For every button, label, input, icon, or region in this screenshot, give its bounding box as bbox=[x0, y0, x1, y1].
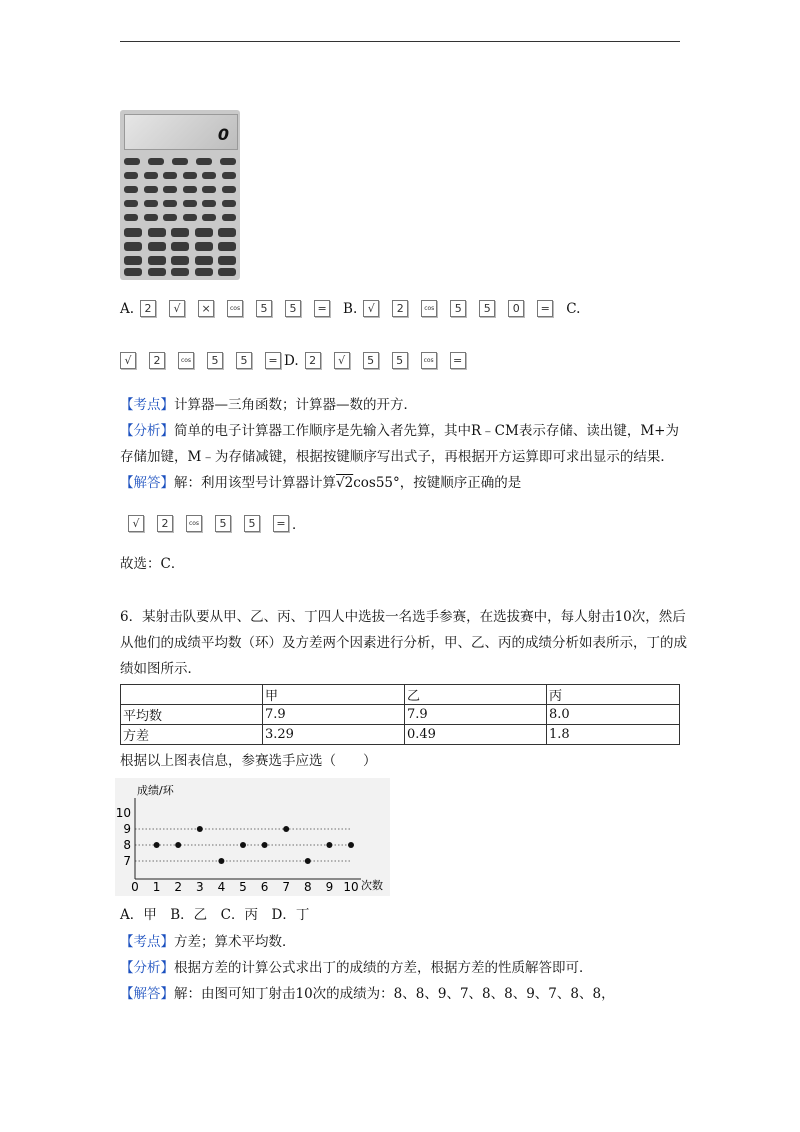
kaodian-text: 方差；算术平均数． bbox=[174, 934, 296, 950]
q5-jieda bbox=[120, 473, 521, 493]
table-cell: 甲 bbox=[263, 685, 405, 705]
calculator-key bbox=[222, 172, 236, 179]
calculator-key bbox=[124, 200, 138, 207]
calculator-key bbox=[195, 268, 213, 276]
calculator-key bbox=[124, 242, 142, 251]
chart-x-tick-label: 5 bbox=[239, 880, 247, 894]
table-cell: 0.49 bbox=[405, 725, 547, 745]
calculator-key bbox=[222, 214, 236, 221]
jieda-pre: 解：利用该型号计算器计算 bbox=[174, 475, 336, 491]
calculator-key bbox=[144, 214, 158, 221]
answer-key: cos bbox=[186, 515, 202, 532]
option-d-label: D. bbox=[284, 352, 299, 369]
calculator-display: 0 bbox=[217, 125, 229, 144]
answer-key: 5 bbox=[244, 515, 260, 532]
calculator-key bbox=[195, 228, 213, 237]
option-a-key: 5 bbox=[285, 300, 301, 317]
calculator-screen bbox=[124, 114, 238, 150]
option-a-key: 2 bbox=[140, 300, 156, 317]
chart-point bbox=[218, 858, 224, 864]
option-d-keys bbox=[305, 352, 479, 369]
option-c-key: 2 bbox=[149, 352, 165, 369]
option-c-label: C. bbox=[566, 300, 581, 317]
calculator-key bbox=[148, 228, 166, 237]
calculator-key bbox=[202, 172, 216, 179]
calculator-key bbox=[163, 172, 177, 179]
calculator-key bbox=[124, 186, 138, 193]
option-c-key: √ bbox=[120, 352, 136, 369]
option-a-key: cos bbox=[227, 300, 243, 317]
option-a-key: 5 bbox=[256, 300, 272, 317]
calculator-key bbox=[163, 200, 177, 207]
option-b-label: B. bbox=[343, 300, 358, 317]
calculator-key bbox=[202, 214, 216, 221]
fenxi-text-1: 简单的电子计算器工作顺序是先输入者先算，其中R﹣CM表示存储、读出键，M+为 bbox=[174, 423, 679, 439]
q5-options-row-1 bbox=[120, 300, 586, 317]
chart-x-tick-label: 9 bbox=[325, 880, 334, 894]
calculator-key bbox=[124, 228, 142, 237]
chart-x-tick-label: 2 bbox=[174, 880, 183, 894]
q5-fenxi-line-2: 存储加键，M﹣为存储减键，根据按键顺序写出式子，再根据开方运算即可求出显示的结果． bbox=[120, 449, 674, 465]
calculator-key bbox=[195, 242, 213, 251]
chart-point bbox=[240, 842, 246, 848]
chart-point bbox=[175, 842, 181, 848]
chart-point bbox=[262, 842, 268, 848]
option-d-key: 5 bbox=[392, 352, 408, 369]
option-a-key: √ bbox=[169, 300, 185, 317]
table-header-row bbox=[121, 685, 680, 705]
q6-options: A．甲 B．乙 C．丙 D．丁 bbox=[120, 907, 310, 923]
q5-conclusion: 故选：C． bbox=[120, 556, 185, 572]
calculator-key bbox=[148, 256, 166, 265]
option-d-key: √ bbox=[334, 352, 350, 369]
chart-x-tick-label: 0 bbox=[131, 880, 139, 894]
chart-point bbox=[154, 842, 160, 848]
calculator-key bbox=[222, 186, 236, 193]
option-c-key: 5 bbox=[236, 352, 252, 369]
calculator-key bbox=[202, 200, 216, 207]
calculator-key bbox=[163, 186, 177, 193]
option-b-key: 5 bbox=[479, 300, 495, 317]
option-c-key: = bbox=[265, 352, 281, 369]
table-row bbox=[121, 705, 680, 725]
calculator-key bbox=[144, 186, 158, 193]
table-cell: 乙 bbox=[405, 685, 547, 705]
table-cell bbox=[121, 685, 263, 705]
calculator-key bbox=[218, 268, 236, 276]
kaodian-tag: 【考点】 bbox=[120, 397, 174, 413]
table-cell: 平均数 bbox=[121, 705, 263, 725]
chart-point bbox=[305, 858, 311, 864]
calculator-key bbox=[124, 256, 142, 265]
option-d-key: = bbox=[450, 352, 466, 369]
answer-key: 5 bbox=[215, 515, 231, 532]
chart-y-tick-label: 9 bbox=[123, 822, 131, 836]
fenxi-tag: 【分析】 bbox=[120, 423, 174, 439]
calculator-key bbox=[144, 172, 158, 179]
chart-x-tick-label: 8 bbox=[303, 880, 312, 894]
chart-x-tick-label: 1 bbox=[152, 880, 161, 894]
calculator-key bbox=[163, 214, 177, 221]
table-cell: 1.8 bbox=[547, 725, 680, 745]
q6-line-2: 从他们的成绩平均数（环）及方差两个因素进行分析，甲、乙、丙的成绩分析如表所示，丁的成 bbox=[120, 635, 687, 651]
calculator-key bbox=[124, 158, 140, 165]
calculator-key bbox=[171, 228, 189, 237]
chart-x-tick-label: 6 bbox=[260, 880, 269, 894]
q5-options-row-2 bbox=[120, 352, 479, 369]
calculator-key bbox=[171, 242, 189, 251]
q6-score-chart bbox=[115, 778, 390, 896]
jieda-tag: 【解答】 bbox=[120, 986, 174, 1002]
chart-ylabel: 成绩/环 bbox=[137, 784, 174, 797]
option-b-key: 0 bbox=[508, 300, 524, 317]
option-d-key: 2 bbox=[305, 352, 321, 369]
calculator-key bbox=[218, 242, 236, 251]
option-b-key: cos bbox=[421, 300, 437, 317]
calculator-key bbox=[172, 158, 188, 165]
fenxi-text: 根据方差的计算公式求出丁的成绩的方差，根据方差的性质解答即可． bbox=[174, 960, 593, 976]
calculator-key bbox=[124, 268, 142, 276]
calculator-key bbox=[148, 242, 166, 251]
calculator-key bbox=[195, 256, 213, 265]
chart-x-tick-label: 10 bbox=[343, 880, 359, 894]
fenxi-tag: 【分析】 bbox=[120, 960, 174, 976]
q6-line-3: 绩如图所示． bbox=[120, 661, 201, 677]
kaodian-tag: 【考点】 bbox=[120, 934, 174, 950]
chart-x-tick-label: 7 bbox=[282, 880, 291, 894]
q5-kaodian bbox=[120, 395, 417, 415]
q6-stats-table bbox=[120, 684, 680, 745]
q6-fenxi bbox=[120, 958, 593, 978]
chart-x-tick-label: 3 bbox=[195, 880, 204, 894]
table-cell: 7.9 bbox=[263, 705, 405, 725]
calculator-key bbox=[183, 186, 197, 193]
option-c-key: cos bbox=[178, 352, 194, 369]
chart-point bbox=[348, 842, 354, 848]
option-b-key: √ bbox=[363, 300, 379, 317]
option-a-label: A. bbox=[120, 300, 135, 317]
calculator-key bbox=[124, 214, 138, 221]
option-b-keys bbox=[363, 300, 566, 317]
answer-keys bbox=[128, 515, 302, 532]
chart-point bbox=[326, 842, 332, 848]
calculator-key bbox=[202, 186, 216, 193]
jieda-tag: 【解答】 bbox=[120, 475, 174, 491]
chart-xlabel: 次数 bbox=[361, 879, 383, 892]
option-b-key: 5 bbox=[450, 300, 466, 317]
chart-y-tick-label: 10 bbox=[115, 806, 131, 820]
option-c-key: 5 bbox=[207, 352, 223, 369]
table-cell: 方差 bbox=[121, 725, 263, 745]
option-a-key: × bbox=[198, 300, 214, 317]
calculator-key bbox=[220, 158, 236, 165]
table-row bbox=[121, 725, 680, 745]
chart-y-tick-label: 8 bbox=[123, 838, 131, 852]
answer-key: 2 bbox=[157, 515, 173, 532]
table-cell: 丙 bbox=[547, 685, 680, 705]
calculator-key bbox=[148, 268, 166, 276]
answer-key: √ bbox=[128, 515, 144, 532]
q6-prompt: 根据以上图表信息，参赛选手应选（ ） bbox=[120, 753, 377, 769]
calculator-key bbox=[218, 228, 236, 237]
answer-period: ． bbox=[292, 517, 306, 533]
calculator-key bbox=[124, 172, 138, 179]
option-c-keys bbox=[120, 352, 294, 369]
option-d-key: cos bbox=[421, 352, 437, 369]
q5-answer-keys-row bbox=[128, 513, 312, 533]
option-d-key: 5 bbox=[363, 352, 379, 369]
calculator-key bbox=[218, 256, 236, 265]
header-rule bbox=[120, 41, 680, 42]
q6-kaodian bbox=[120, 932, 296, 952]
calculator-key bbox=[183, 200, 197, 207]
q6-jieda bbox=[120, 984, 615, 1004]
jieda-text: 解：由图可知丁射击10次的成绩为：8、8、9、7、8、8、9、7、8、8， bbox=[174, 986, 615, 1002]
q6-line-1: 6．某射击队要从甲、乙、丙、丁四人中选拔一名选手参赛，在选拔赛中，每人射击10次，然后 bbox=[120, 609, 686, 625]
table-cell: 7.9 bbox=[405, 705, 547, 725]
table-cell: 3.29 bbox=[263, 725, 405, 745]
jieda-post: cos55°，按键顺序正确的是 bbox=[353, 475, 522, 491]
chart-point bbox=[197, 826, 203, 832]
table-cell: 8.0 bbox=[547, 705, 680, 725]
calculator-key bbox=[148, 158, 164, 165]
option-a-keys bbox=[140, 300, 343, 317]
chart-point bbox=[283, 826, 289, 832]
option-b-key: 2 bbox=[392, 300, 408, 317]
option-a-key: = bbox=[314, 300, 330, 317]
answer-key: = bbox=[273, 515, 289, 532]
calculator-key bbox=[196, 158, 212, 165]
calculator-key bbox=[183, 214, 197, 221]
calculator-key bbox=[171, 268, 189, 276]
calculator-key bbox=[144, 200, 158, 207]
calculator-key bbox=[171, 256, 189, 265]
kaodian-text: 计算器—三角函数；计算器—数的开方． bbox=[174, 397, 417, 413]
chart-x-tick-label: 4 bbox=[217, 880, 226, 894]
calculator-image bbox=[120, 110, 240, 280]
calculator-key bbox=[183, 172, 197, 179]
chart-y-tick-label: 7 bbox=[123, 854, 131, 868]
q5-fenxi-line-1 bbox=[120, 421, 679, 441]
calculator-key bbox=[222, 200, 236, 207]
option-b-key: = bbox=[537, 300, 553, 317]
jieda-sqrt: √2 bbox=[336, 475, 354, 491]
